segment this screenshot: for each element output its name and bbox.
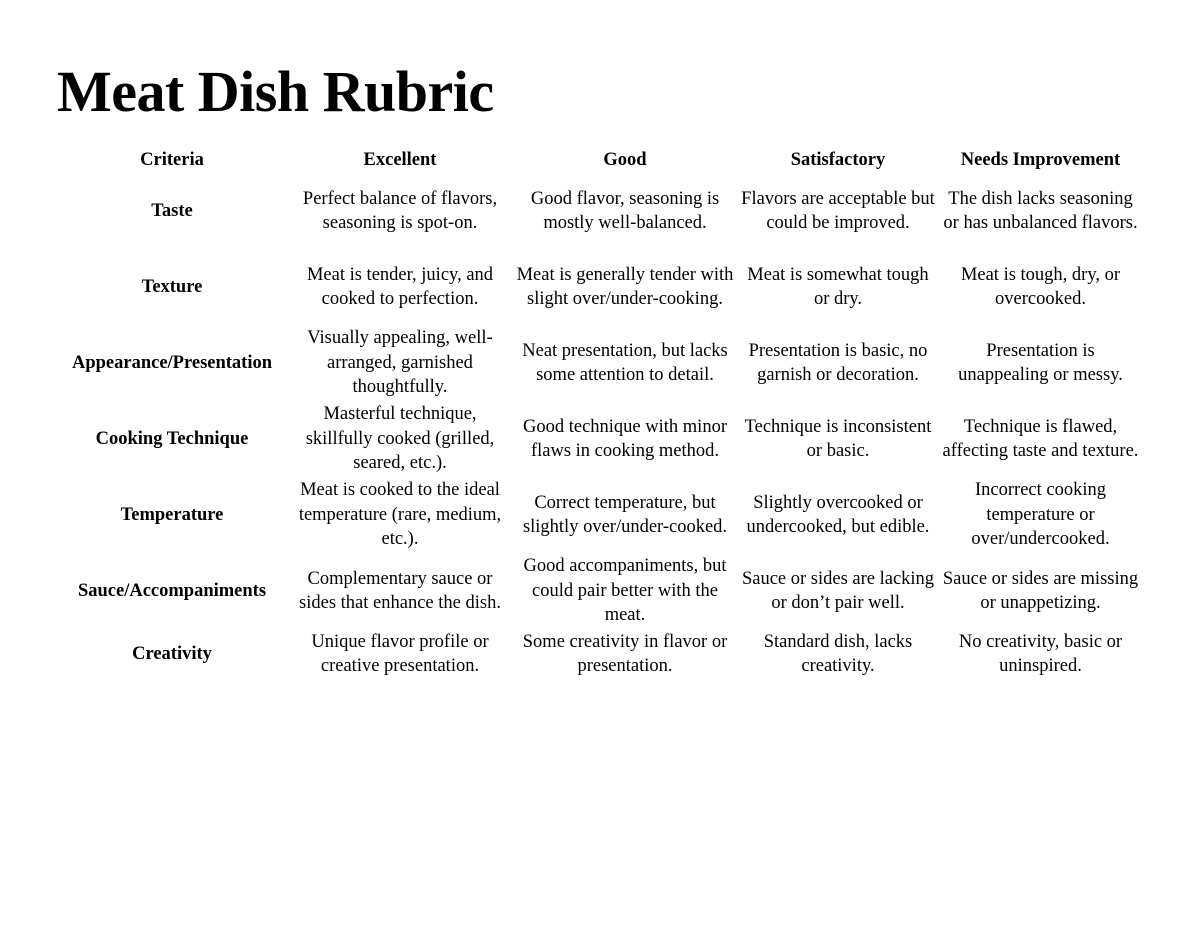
page-title: Meat Dish Rubric	[57, 59, 494, 124]
table-row	[57, 401, 1142, 477]
good-cell: Good accompaniments, but could pair better with the meat.	[523, 556, 727, 626]
satisfactory-cell: Technique is inconsistent or basic.	[744, 416, 932, 461]
rubric-table	[57, 148, 1142, 679]
table-header-row	[57, 148, 1142, 173]
needs-improvement-cell: Presentation is unappealing or messy.	[958, 340, 1123, 385]
header-needs-improvement: Needs Improvement	[960, 150, 1121, 171]
criteria-cell: Appearance/Presentation	[71, 352, 273, 373]
satisfactory-cell: Meat is somewhat tough or dry.	[747, 264, 929, 309]
good-cell: Correct temperature, but slightly over/under-cooked.	[522, 492, 728, 537]
good-cell: Good flavor, seasoning is mostly well-balanced.	[530, 188, 720, 233]
criteria-cell: Creativity	[132, 643, 212, 664]
table-row	[57, 249, 1142, 325]
header-satisfactory: Satisfactory	[790, 150, 886, 171]
excellent-cell: Masterful technique, skillfully cooked (grilled, seared, etc.).	[305, 404, 495, 474]
table-row	[57, 325, 1142, 401]
header-criteria: Criteria	[140, 150, 204, 171]
table-row	[57, 173, 1142, 249]
excellent-cell: Meat is cooked to the ideal temperature (rare, medium, etc.).	[298, 480, 502, 550]
needs-improvement-cell: Technique is flawed, affecting taste and texture.	[942, 416, 1139, 461]
excellent-cell: Unique flavor profile or creative presentation.	[311, 631, 489, 676]
satisfactory-cell: Standard dish, lacks creativity.	[763, 631, 913, 676]
excellent-cell: Meat is tender, juicy, and cooked to perfection.	[306, 264, 494, 309]
criteria-cell: Sauce/Accompaniments	[77, 580, 267, 601]
satisfactory-cell: Sauce or sides are lacking or don’t pair well.	[741, 568, 935, 613]
header-good: Good	[603, 150, 647, 171]
needs-improvement-cell: Meat is tough, dry, or overcooked.	[960, 264, 1121, 309]
good-cell: Neat presentation, but lacks some attention to detail.	[522, 340, 728, 385]
good-cell: Good technique with minor flaws in cooking method.	[523, 416, 727, 461]
good-cell: Meat is generally tender with slight over/under-cooking.	[516, 264, 734, 309]
needs-improvement-cell: Incorrect cooking temperature or over/undercooked.	[971, 480, 1110, 550]
satisfactory-cell: Flavors are acceptable but could be improved.	[741, 188, 935, 233]
header-excellent: Excellent	[363, 150, 437, 171]
good-cell: Some creativity in flavor or presentation.	[522, 631, 728, 676]
table-row	[57, 553, 1142, 629]
criteria-cell: Texture	[141, 276, 203, 297]
criteria-cell: Taste	[151, 200, 193, 221]
satisfactory-cell: Presentation is basic, no garnish or decoration.	[748, 340, 928, 385]
needs-improvement-cell: The dish lacks seasoning or has unbalanced flavors.	[943, 188, 1138, 233]
table-row	[57, 629, 1142, 679]
excellent-cell: Perfect balance of flavors, seasoning is spot-on.	[302, 188, 498, 233]
criteria-cell: Temperature	[120, 504, 224, 525]
excellent-cell: Visually appealing, well-arranged, garnished thoughtfully.	[307, 328, 493, 398]
table-row	[57, 477, 1142, 553]
criteria-cell: Cooking Technique	[95, 428, 249, 449]
satisfactory-cell: Slightly overcooked or undercooked, but edible.	[746, 492, 930, 537]
excellent-cell: Complementary sauce or sides that enhance the dish.	[299, 568, 501, 613]
needs-improvement-cell: No creativity, basic or uninspired.	[958, 631, 1123, 676]
needs-improvement-cell: Sauce or sides are missing or unappetizing.	[942, 568, 1139, 613]
